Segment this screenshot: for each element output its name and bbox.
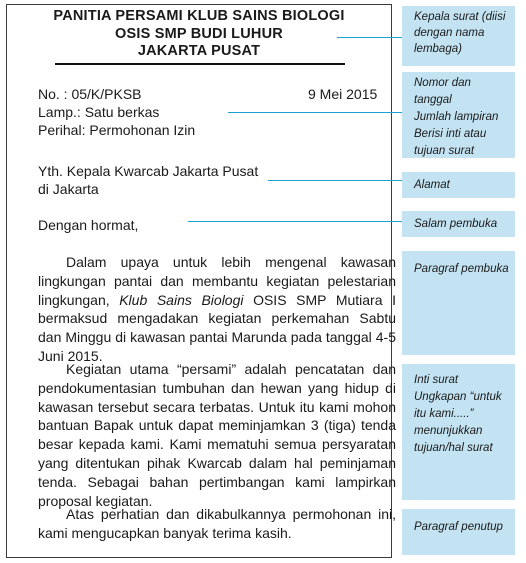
paragraph-opening-part-1: Dalam upaya untuk lebih mengenal kawasan lingkungan pantai dan membantu kegiatan pelestarian lingkungan, bbox=[38, 254, 396, 308]
letterhead-line-2: OSIS SMP BUDI LUHUR bbox=[115, 26, 283, 42]
annotation-nomor-tanggal: Nomor dan tanggal bbox=[414, 77, 471, 106]
annotation-paragraf-pembuka: Paragraf pembuka bbox=[402, 251, 515, 355]
connector-salam-pembuka bbox=[188, 221, 402, 222]
letter-subject: Perihal: Permohonan Izin bbox=[38, 122, 196, 138]
paragraph-opening-part-2: OSIS SMP Mutiara I bermaksud mengadakan kegiatan perkemahan Sabtu dan Minggu di kawasan pantai Marunda pada tanggal 4-5 Juni 2015. bbox=[38, 291, 396, 364]
annotation-berisi-inti: Berisi inti atau tujuan surat bbox=[414, 128, 487, 157]
annotation-inti-group bbox=[402, 364, 515, 500]
letter-number: No. : 05/K/PKSB bbox=[38, 86, 142, 102]
connector-kepala-surat bbox=[337, 37, 402, 38]
annotation-inti-surat: Inti surat bbox=[414, 374, 459, 386]
paragraph-opening-emphasis: Klub Sains Biologi bbox=[119, 291, 244, 308]
annotation-jumlah-lampiran: Jumlah lampiran bbox=[414, 111, 499, 123]
salutation: Dengan hormat, bbox=[38, 217, 139, 233]
annotation-paragraf-penutup: Paragraf penutup bbox=[402, 509, 515, 555]
annotation-ungkapan: Ungkapan “untuk itu kami.....” menunjukkan tujuan/hal surat bbox=[414, 391, 502, 454]
connector-alamat bbox=[268, 180, 402, 181]
letter-attachment: Lamp.: Satu berkas bbox=[38, 104, 160, 120]
paragraph-closing bbox=[38, 505, 396, 543]
annotation-meta-group bbox=[402, 72, 515, 158]
annotation-salam-pembuka: Salam pembuka bbox=[402, 211, 515, 237]
connector-lampiran bbox=[228, 112, 402, 113]
letterhead-line-1: PANITIA PERSAMI KLUB SAINS BIOLOGI bbox=[53, 8, 345, 24]
letter-date: 9 Mei 2015 bbox=[308, 86, 378, 102]
address-line-1: Yth. Kepala Kwarcab Jakarta Pusat bbox=[38, 163, 259, 179]
paragraph-body bbox=[38, 360, 396, 510]
address-line-2: di Jakarta bbox=[38, 181, 99, 197]
paragraph-body-text: Kegiatan utama “persami” adalah pencatatan dan pendokumentasian tumbuhan dan hewan yang hidup di kawasan tersebut secara terbatas. Untuk itu kami mohon bantuan Bapak untuk dapat meminjamkan 3 (tiga) tenda besar kepada kami. Kami mematuhi semua persyaratan yang ditentukan pihak Kwarcab dalam hal peminjaman tenda. Sebagai bahan pertimbangan kami lampirkan proposal kegiatan. bbox=[38, 361, 396, 509]
letterhead-line-3: JAKARTA PUSAT bbox=[137, 43, 261, 59]
paragraph-closing-text: Atas perhatian dan dikabulkannya permohonan ini, kami mengucapkan banyak terima kasih. bbox=[38, 506, 396, 541]
annotation-alamat: Alamat bbox=[402, 172, 515, 198]
letterhead-divider bbox=[55, 63, 345, 65]
annotation-kepala-surat: Kepala surat (diisi dengan nama lembaga) bbox=[402, 6, 515, 66]
paragraph-opening bbox=[38, 253, 396, 366]
